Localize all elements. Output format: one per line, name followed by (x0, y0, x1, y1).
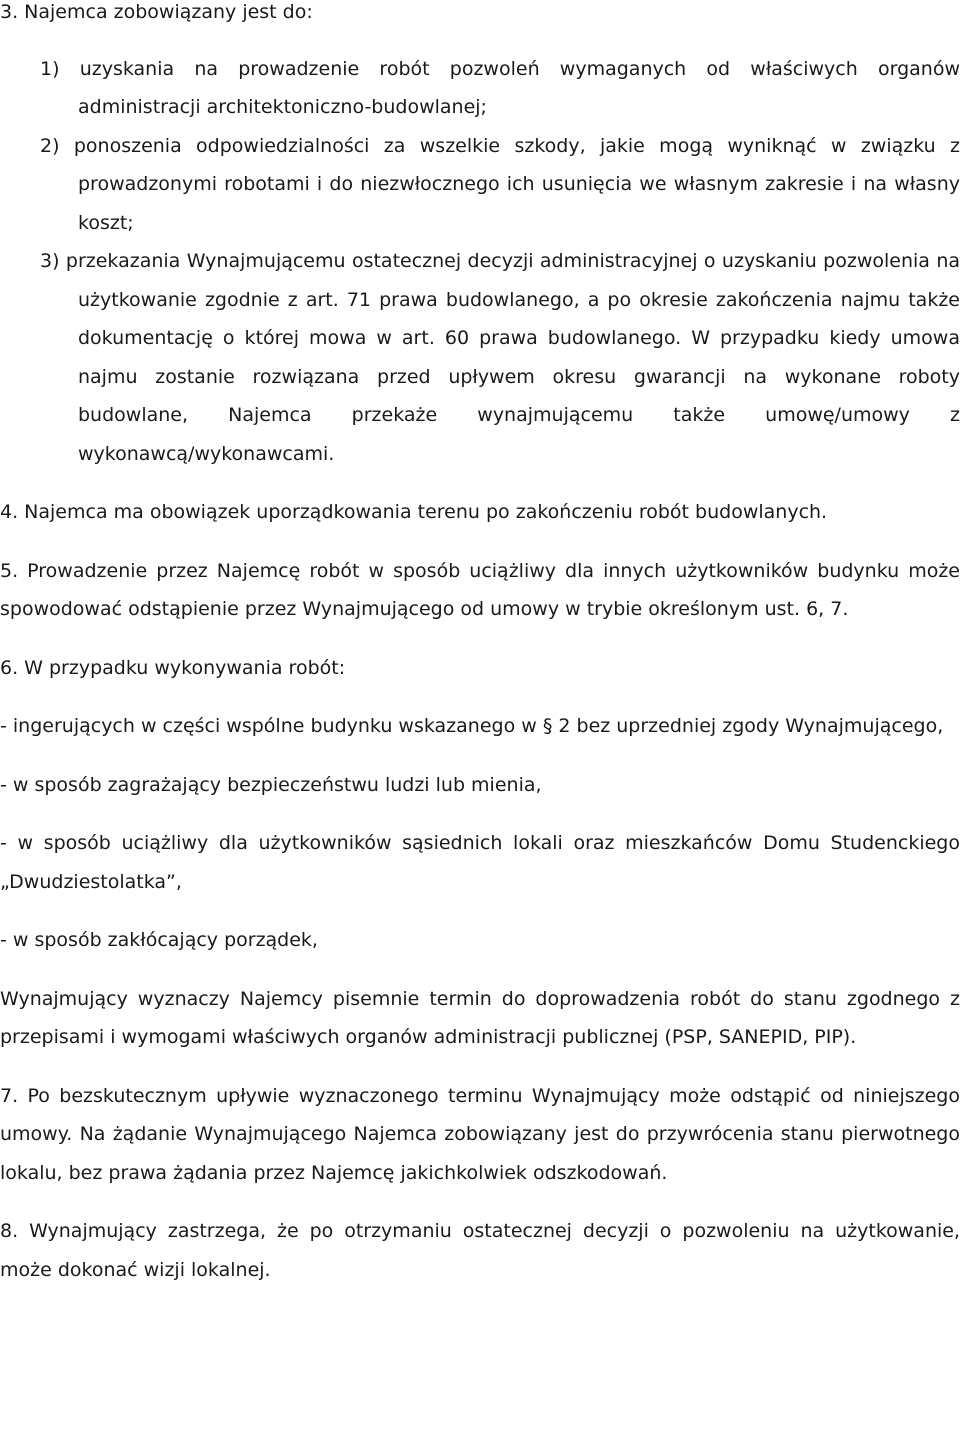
section-6-heading: 6. W przypadku wykonywania robót: (0, 656, 346, 679)
section-8-paragraph: 8. Wynajmujący zastrzega, że po otrzymaniu ostatecznej decyzji o pozwoleniu na użytkowanie, może dokonać wizji lokalnej. (0, 1220, 960, 1281)
section-3-item-3: 3) przekazania Wynajmującemu ostatecznej decyzji administracyjnej o uzyskaniu pozwolenia na użytkowanie zgodnie z art. 71 prawa budowlanego, a po okresie zakończenia najmu także dokumentację o której mowa w art. 60 prawa budowlanego. W przypadku kiedy umowa najmu zostanie rozwiązana przed upływem okresu gwarancji na wykonane roboty budowlane, Najemca przekaże wynajmującemu także umowę/umowy z wykonawcą/wykonawcami. (40, 250, 960, 465)
section-6-tail-paragraph: Wynajmujący wyznaczy Najemcy pisemnie termin do doprowadzenia robót do stanu zgodnego z przepisami i wymogami właściwych organów administracji publicznej (PSP, SANEPID, PIP). (0, 987, 960, 1048)
section-6-bullet-3: - w sposób uciążliwy dla użytkowników sąsiednich lokali oraz mieszkańców Domu Studenckiego „Dwudziestolatka”, (0, 832, 960, 893)
section-6-bullet-1: - ingerujących w części wspólne budynku wskazanego w § 2 bez uprzedniej zgody Wynajmującego, (0, 715, 944, 737)
section-3-list (0, 50, 960, 474)
section-6-bullet-2: - w sposób zagrażający bezpieczeństwu ludzi lub mienia, (0, 773, 542, 796)
section-6-bullet-4: - w sposób zakłócający porządek, (0, 929, 318, 951)
section-3-item-2: 2) ponoszenia odpowiedzialności za wszelkie szkody, jakie mogą wyniknąć w związku z prowadzonymi robotami i do niezwłocznego ich usunięcia we własnym zakresie i na własny koszt; (40, 134, 960, 234)
section-4-paragraph: 4. Najemca ma obowiązek uporządkowania terenu po zakończeniu robót budowlanych. (0, 501, 828, 523)
section-5-paragraph: 5. Prowadzenie przez Najemcę robót w sposób uciążliwy dla innych użytkowników budynku może spowodować odstąpienie przez Wynajmującego od umowy w trybie określonym ust. 6, 7. (0, 559, 960, 620)
section-3-heading: 3. Najemca zobowiązany jest do: (0, 1, 313, 23)
section-7-paragraph: 7. Po bezskutecznym upływie wyznaczonego terminu Wynajmujący może odstąpić od niniejszego umowy. Na żądanie Wynajmującego Najemca zobowiązany jest do przywrócenia stanu pierwotnego lokalu, bez prawa żądania przez Najemcę jakichkolwiek odszkodowań. (0, 1084, 960, 1184)
section-3-item-1: 1) uzyskania na prowadzenie robót pozwoleń wymaganych od właściwych organów administracji architektoniczno-budowlanej; (40, 57, 960, 118)
